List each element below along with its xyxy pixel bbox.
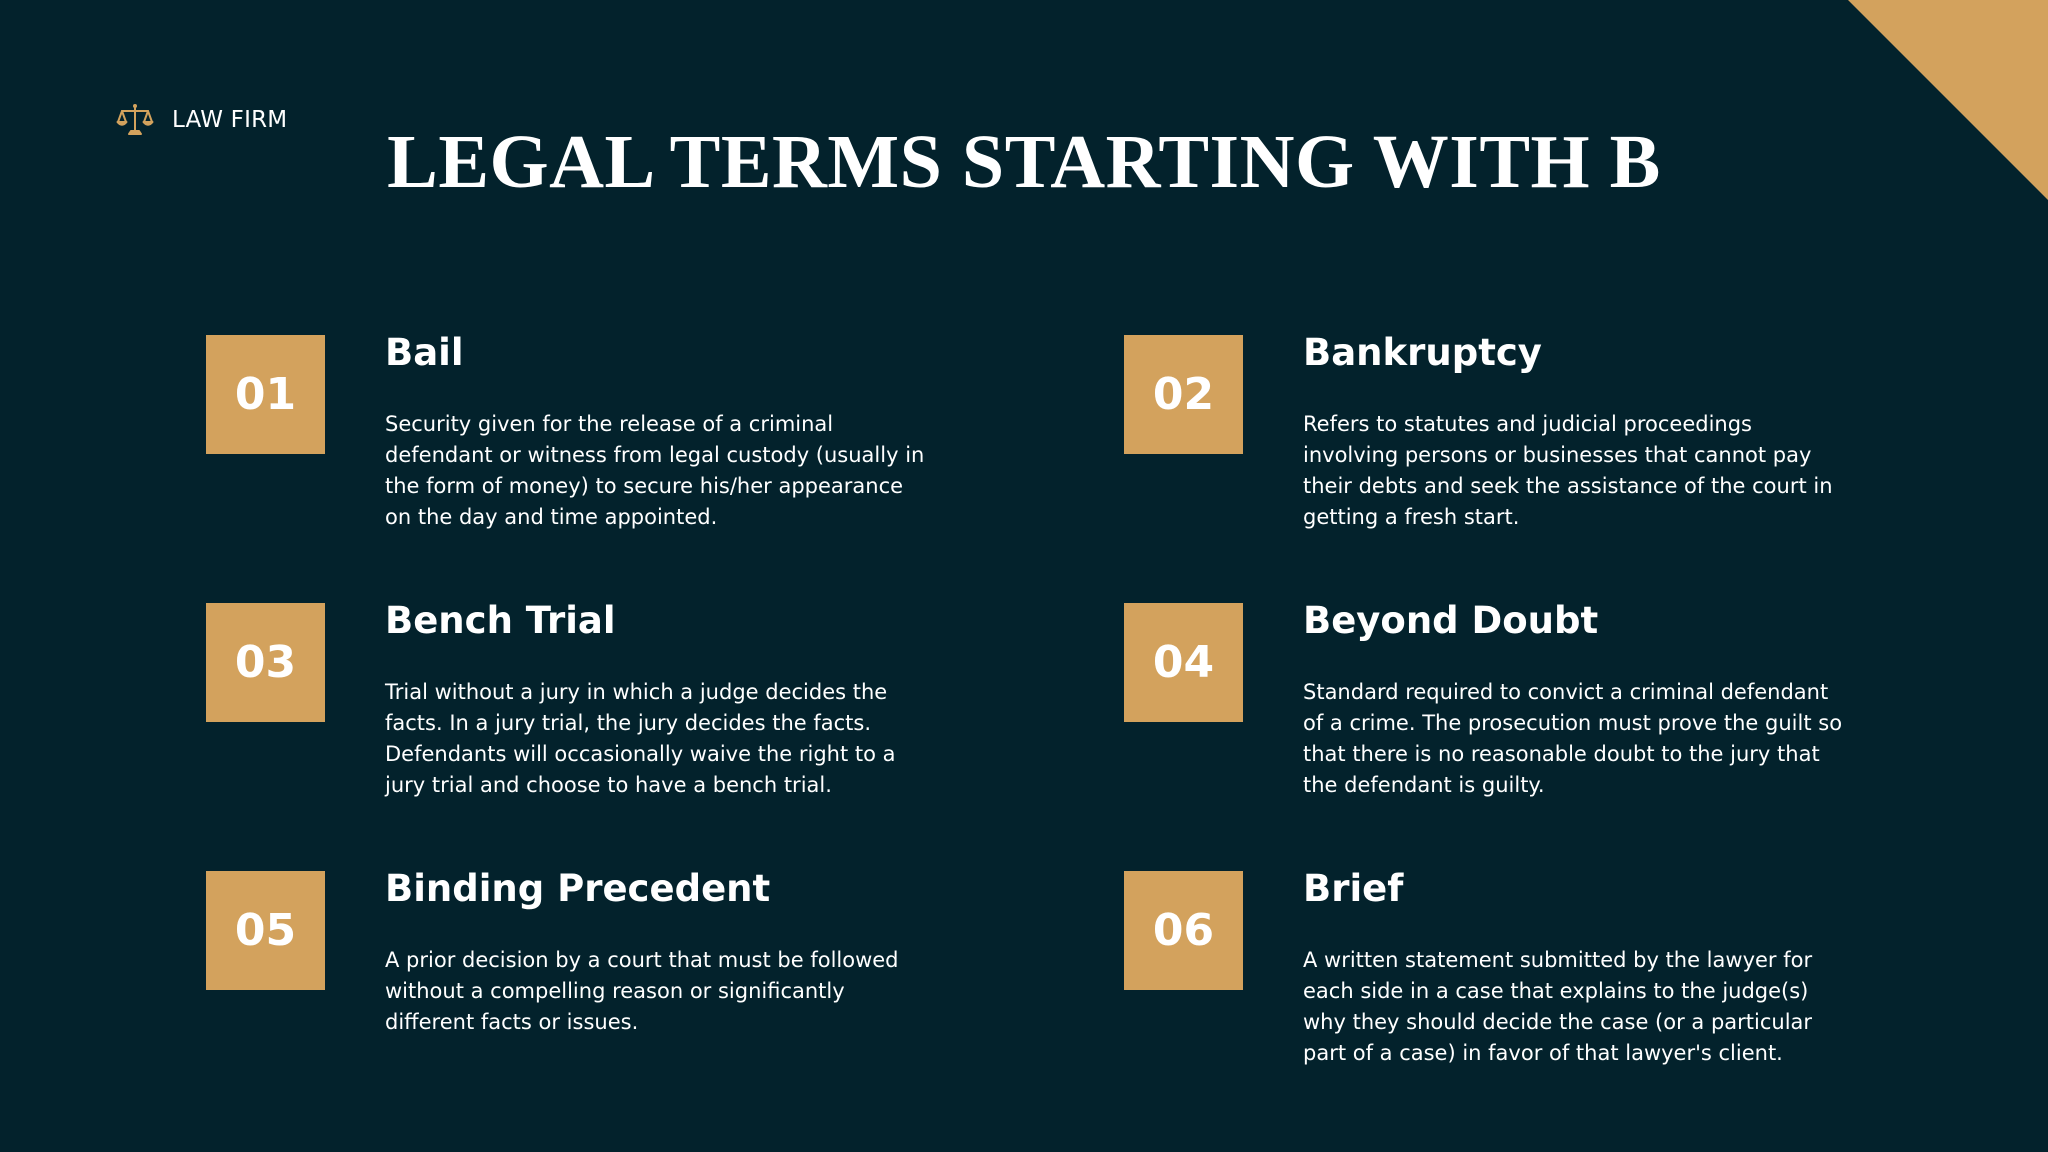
term-description: Trial without a jury in which a judge decides the facts. In a jury trial, the jury decides the facts. Defendants will occasionally waive the right to a jury trial and choose to have a bench trial.: [385, 680, 896, 797]
term-title: Bail: [385, 331, 464, 374]
term-number-badge: 04: [1124, 603, 1243, 722]
term-card-2: [1124, 331, 1844, 555]
term-description: A prior decision by a court that must be followed without a compelling reason or significantly different facts or issues.: [385, 948, 899, 1034]
term-number-badge: 02: [1124, 335, 1243, 454]
term-card-6: [1124, 867, 1844, 1091]
term-card-3: [206, 599, 926, 823]
page-title: LEGAL TERMS STARTING WITH B: [387, 120, 1661, 204]
brand-name: LAW FIRM: [172, 107, 288, 133]
term-number-badge: 03: [206, 603, 325, 722]
term-title: Brief: [1303, 867, 1404, 910]
term-title: Beyond Doubt: [1303, 599, 1599, 642]
term-description: A written statement submitted by the lawyer for each side in a case that explains to the judge(s) why they should decide the case (or a particular part of a case) in favor of that lawyer's client.: [1303, 948, 1813, 1065]
term-description: Security given for the release of a criminal defendant or witness from legal custody (usually in the form of money) to secure his/her appearance on the day and time appointed.: [385, 412, 925, 529]
term-card-4: [1124, 599, 1844, 823]
term-description: Refers to statutes and judicial proceedings involving persons or businesses that cannot pay their debts and seek the assistance of the court in getting a fresh start.: [1303, 412, 1833, 529]
term-title: Binding Precedent: [385, 867, 771, 910]
term-card-1: [206, 331, 926, 555]
term-number-badge: 06: [1124, 871, 1243, 990]
term-description: Standard required to convict a criminal defendant of a crime. The prosecution must prove the guilt so that there is no reasonable doubt to the jury that the defendant is guilty.: [1303, 680, 1843, 797]
term-number-badge: 05: [206, 871, 325, 990]
term-title: Bench Trial: [385, 599, 616, 642]
term-number-badge: 01: [206, 335, 325, 454]
term-title: Bankruptcy: [1303, 331, 1542, 374]
term-card-5: [206, 867, 926, 1091]
